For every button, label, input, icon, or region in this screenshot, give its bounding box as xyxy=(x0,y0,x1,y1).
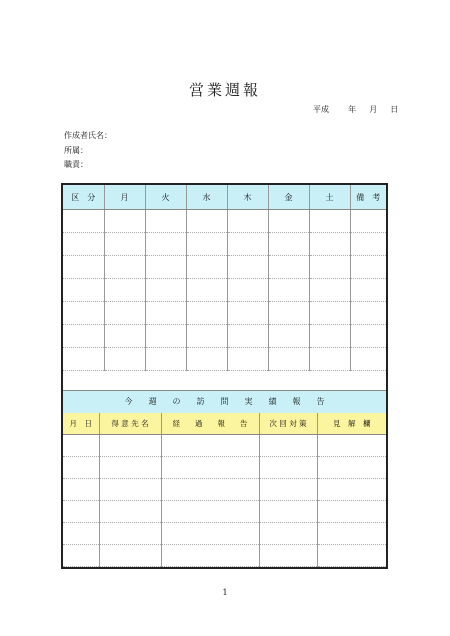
weekly-cell[interactable] xyxy=(186,325,227,348)
visit-cell[interactable] xyxy=(99,545,161,567)
weekly-cell[interactable] xyxy=(145,302,186,325)
weekly-row xyxy=(63,233,386,256)
weekly-cell[interactable] xyxy=(350,325,386,348)
header-tuesday: 火 xyxy=(145,185,186,210)
weekly-cell[interactable] xyxy=(104,348,145,371)
visit-cell[interactable] xyxy=(317,479,386,501)
date-day: 日 xyxy=(390,105,399,114)
weekly-cell[interactable] xyxy=(268,325,309,348)
weekly-cell[interactable] xyxy=(63,279,104,302)
weekly-cell[interactable] xyxy=(309,302,350,325)
date-era: 平成 xyxy=(313,105,329,114)
weekly-cell[interactable] xyxy=(227,348,268,371)
weekly-cell[interactable] xyxy=(268,302,309,325)
weekly-cell[interactable] xyxy=(309,279,350,302)
weekly-cell[interactable] xyxy=(63,256,104,279)
visit-row xyxy=(63,457,386,479)
visit-cell[interactable] xyxy=(259,545,317,567)
author-label: 作成者氏名： xyxy=(64,131,112,140)
header-friday: 金 xyxy=(268,185,309,210)
weekly-cell[interactable] xyxy=(145,233,186,256)
weekly-cell[interactable] xyxy=(309,256,350,279)
weekly-cell[interactable] xyxy=(350,233,386,256)
visit-cell[interactable] xyxy=(63,435,99,457)
weekly-cell[interactable] xyxy=(350,279,386,302)
visit-cell[interactable] xyxy=(161,435,259,457)
weekly-cell[interactable] xyxy=(227,325,268,348)
weekly-row xyxy=(63,210,386,233)
weekly-cell[interactable] xyxy=(227,210,268,233)
weekly-row xyxy=(63,348,386,371)
weekly-cell[interactable] xyxy=(350,210,386,233)
page-number: 1 xyxy=(222,588,228,597)
weekly-cell[interactable] xyxy=(268,233,309,256)
header-opinion: 見 解 欄 xyxy=(317,413,386,435)
weekly-cell[interactable] xyxy=(104,256,145,279)
visit-header-row xyxy=(63,413,386,435)
visit-cell[interactable] xyxy=(317,501,386,523)
visit-cell[interactable] xyxy=(99,523,161,545)
date-line xyxy=(313,104,398,115)
report-form xyxy=(61,183,388,569)
weekly-cell[interactable] xyxy=(145,279,186,302)
weekly-cell[interactable] xyxy=(350,302,386,325)
visit-cell[interactable] xyxy=(259,457,317,479)
weekly-cell[interactable] xyxy=(268,256,309,279)
visit-cell[interactable] xyxy=(259,479,317,501)
header-wednesday: 水 xyxy=(186,185,227,210)
weekly-cell[interactable] xyxy=(309,348,350,371)
weekly-cell[interactable] xyxy=(186,233,227,256)
header-progress-report: 経 過 報 告 xyxy=(161,413,259,435)
header-thursday: 木 xyxy=(227,185,268,210)
visit-cell[interactable] xyxy=(63,545,99,567)
header-client-name: 得 意 先 名 xyxy=(99,413,161,435)
visit-cell[interactable] xyxy=(161,479,259,501)
visit-cell[interactable] xyxy=(317,523,386,545)
header-monday: 月 xyxy=(104,185,145,210)
weekly-cell[interactable] xyxy=(63,348,104,371)
visit-cell[interactable] xyxy=(317,545,386,567)
visit-cell[interactable] xyxy=(99,479,161,501)
weekly-cell[interactable] xyxy=(63,302,104,325)
visit-row xyxy=(63,435,386,457)
weekly-cell[interactable] xyxy=(350,348,386,371)
header-next-action: 次 回 対 策 xyxy=(259,413,317,435)
date-year: 年 xyxy=(348,105,357,114)
date-month: 月 xyxy=(369,105,378,114)
weekly-cell[interactable] xyxy=(186,348,227,371)
weekly-cell[interactable] xyxy=(186,279,227,302)
header-date: 月 日 xyxy=(63,413,99,435)
weekly-row xyxy=(63,279,386,302)
visit-cell[interactable] xyxy=(317,457,386,479)
weekly-cell[interactable] xyxy=(104,279,145,302)
weekly-cell[interactable] xyxy=(309,233,350,256)
weekly-cell[interactable] xyxy=(186,256,227,279)
weekly-cell[interactable] xyxy=(186,302,227,325)
weekly-cell[interactable] xyxy=(63,210,104,233)
visit-cell[interactable] xyxy=(63,457,99,479)
position-label: 職責： xyxy=(64,160,88,169)
visit-section-title-bar xyxy=(63,390,386,414)
visit-cell[interactable] xyxy=(99,435,161,457)
visit-report-table xyxy=(63,413,386,567)
weekly-row xyxy=(63,302,386,325)
weekly-cell[interactable] xyxy=(104,325,145,348)
weekly-cell[interactable] xyxy=(309,210,350,233)
visit-cell[interactable] xyxy=(63,479,99,501)
visit-cell[interactable] xyxy=(317,435,386,457)
weekly-cell[interactable] xyxy=(350,256,386,279)
visit-row xyxy=(63,501,386,523)
weekly-cell[interactable] xyxy=(63,233,104,256)
visit-cell[interactable] xyxy=(259,501,317,523)
weekly-cell[interactable] xyxy=(104,233,145,256)
weekly-cell[interactable] xyxy=(145,325,186,348)
weekly-cell[interactable] xyxy=(268,279,309,302)
visit-cell[interactable] xyxy=(161,457,259,479)
weekly-cell[interactable] xyxy=(186,210,227,233)
weekly-cell[interactable] xyxy=(268,210,309,233)
visit-cell[interactable] xyxy=(259,523,317,545)
visit-cell[interactable] xyxy=(161,545,259,567)
visit-cell[interactable] xyxy=(63,501,99,523)
department-label: 所属： xyxy=(64,146,88,155)
weekly-cell[interactable] xyxy=(145,348,186,371)
visit-cell[interactable] xyxy=(161,501,259,523)
weekly-row xyxy=(63,325,386,348)
visit-row xyxy=(63,545,386,567)
weekly-cell[interactable] xyxy=(227,256,268,279)
visit-cell[interactable] xyxy=(161,523,259,545)
visit-row xyxy=(63,479,386,501)
header-category: 区 分 xyxy=(63,185,104,210)
weekly-header-row xyxy=(63,185,386,210)
weekly-cell[interactable] xyxy=(268,348,309,371)
visit-cell[interactable] xyxy=(63,523,99,545)
weekly-cell[interactable] xyxy=(145,256,186,279)
visit-cell[interactable] xyxy=(99,457,161,479)
header-saturday: 土 xyxy=(309,185,350,210)
header-remarks: 備 考 xyxy=(350,185,386,210)
visit-section-title: 今 週 の 訪 問 実 績 報 告 xyxy=(124,397,325,406)
weekly-cell[interactable] xyxy=(104,302,145,325)
weekly-cell[interactable] xyxy=(227,233,268,256)
weekly-row xyxy=(63,256,386,279)
visit-cell[interactable] xyxy=(99,501,161,523)
weekly-cell[interactable] xyxy=(309,325,350,348)
weekly-cell[interactable] xyxy=(104,210,145,233)
weekly-cell[interactable] xyxy=(227,302,268,325)
weekly-cell[interactable] xyxy=(227,279,268,302)
visit-cell[interactable] xyxy=(259,435,317,457)
document-title: 営業週報 xyxy=(188,81,261,99)
weekly-cell[interactable] xyxy=(63,325,104,348)
visit-row xyxy=(63,523,386,545)
weekly-schedule-table xyxy=(63,185,386,371)
weekly-cell[interactable] xyxy=(145,210,186,233)
